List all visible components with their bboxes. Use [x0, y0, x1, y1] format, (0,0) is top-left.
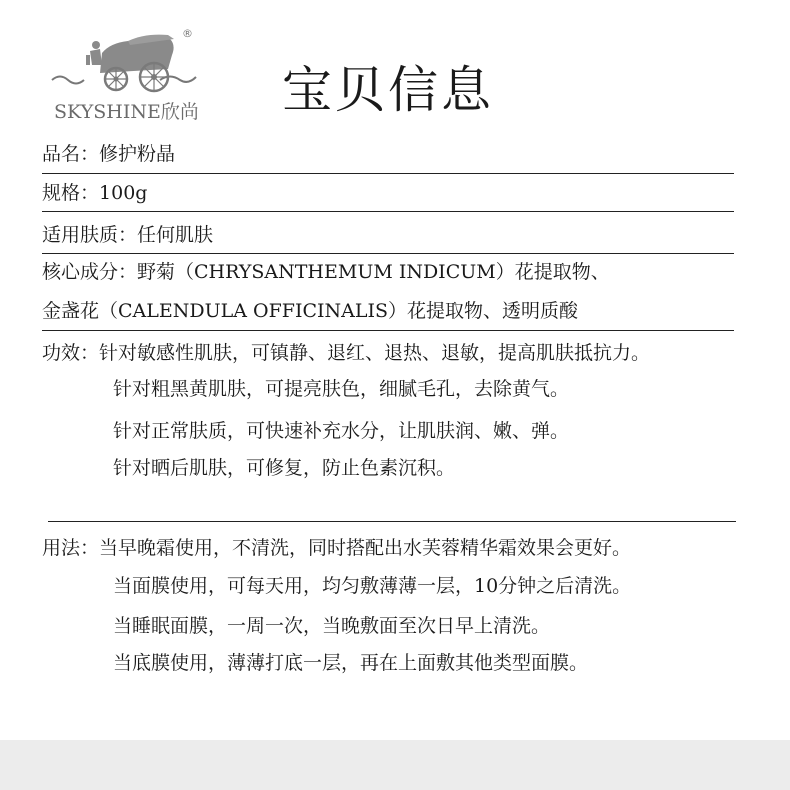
divider [42, 173, 734, 174]
skin-type-row [42, 222, 213, 248]
brand-logo [50, 25, 200, 125]
spec-row [42, 180, 147, 206]
registered-mark: ® [182, 27, 193, 40]
usage-item: 当面膜使用，可每天用，均匀敷薄薄一层，10分钟之后清洗。 [113, 575, 632, 597]
product-name-label: 品名： [42, 143, 100, 165]
ingredients-line-1: 野菊（CHRYSANTHEMUM INDICUM）花提取物、 [137, 261, 610, 283]
divider [48, 521, 736, 522]
product-name-row [42, 141, 175, 167]
effect-item: 针对晒后肌肤，可修复，防止色素沉积。 [113, 457, 456, 479]
usage-item: 当早晚霜使用，不清洗，同时搭配出水芙蓉精华霜效果会更好。 [99, 537, 632, 559]
effect-item: 针对敏感性肌肤，可镇静、退红、退热、退敏，提高肌肤抵抗力。 [99, 342, 651, 364]
usage-item: 当睡眠面膜，一周一次，当晚敷面至次日早上清洗。 [113, 615, 551, 637]
effects-label: 功效： [42, 342, 100, 364]
usage-item: 当底膜使用，薄薄打底一层，再在上面敷其他类型面膜。 [113, 652, 589, 674]
ingredients-line-2: 金盏花（CALENDULA OFFICINALIS）花提取物、透明质酸 [42, 300, 578, 322]
effects-row [42, 340, 650, 366]
brand-name: SKYSHINE欣尚 [54, 101, 199, 123]
spec-label: 规格： [42, 182, 100, 204]
product-name-value: 修护粉晶 [99, 143, 176, 165]
spec-value: 100g [99, 182, 148, 204]
effect-item: 针对粗黑黄肌肤，可提亮肤色，细腻毛孔，去除黄气。 [113, 378, 570, 400]
skin-type-label: 适用肤质： [42, 224, 138, 246]
effect-item: 针对正常肤质，可快速补充水分，让肌肤润、嫩、弹。 [113, 420, 570, 442]
usage-label: 用法： [42, 537, 100, 559]
ingredients-label: 核心成分： [42, 261, 138, 283]
usage-row [42, 535, 631, 561]
skin-type-value: 任何肌肤 [137, 224, 214, 246]
page-title: 宝贝信息 [282, 61, 494, 119]
footer-band [0, 740, 790, 790]
carriage-logo-icon [50, 25, 200, 100]
divider [42, 330, 734, 331]
divider [42, 211, 734, 212]
divider [42, 253, 734, 254]
ingredients-row [42, 259, 610, 285]
